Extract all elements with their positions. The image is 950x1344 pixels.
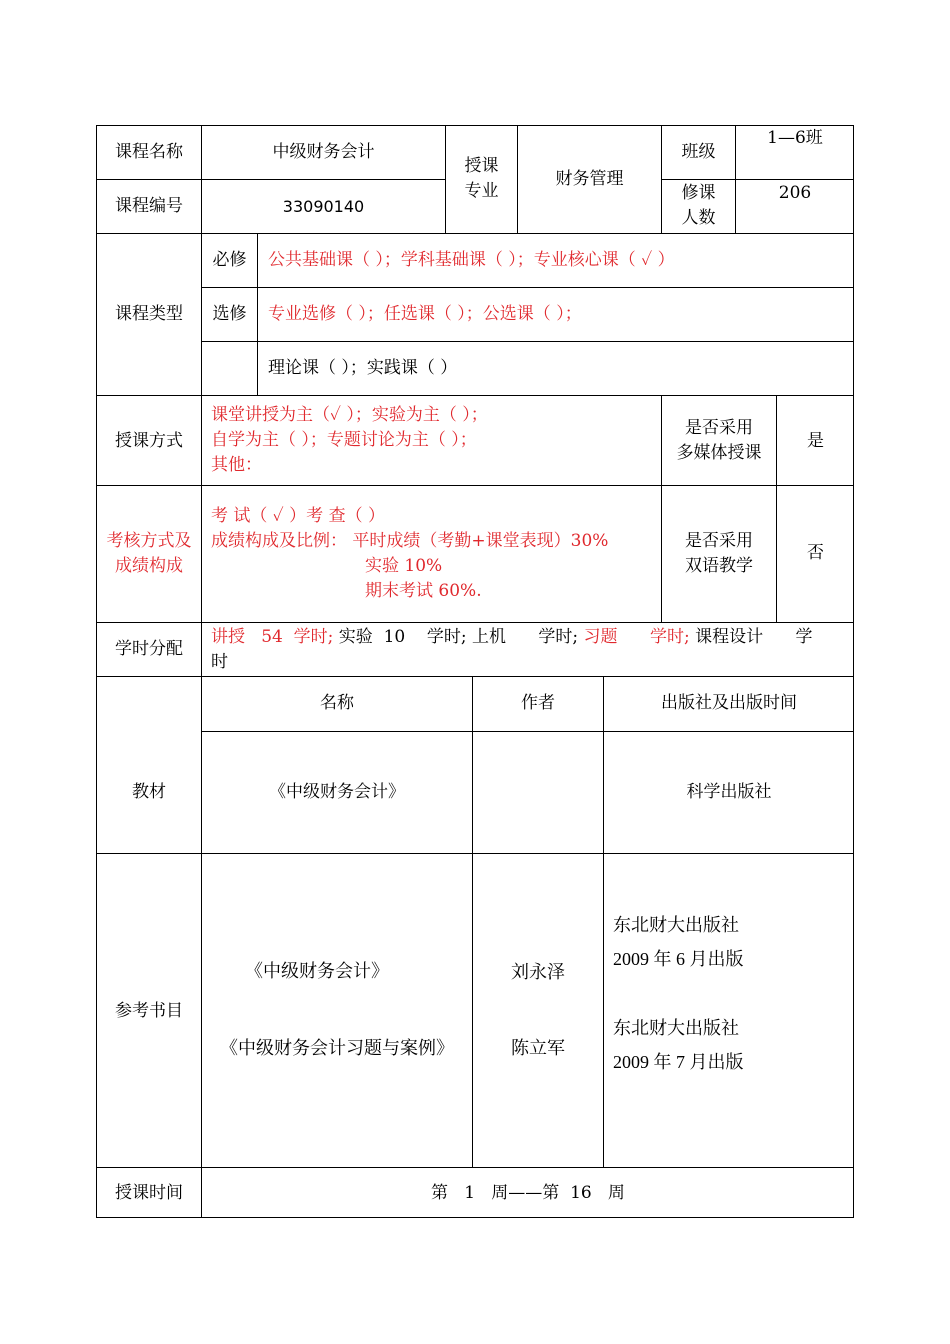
hours-lecture: 讲授 54 学时; — [211, 627, 334, 647]
row-divider — [96, 676, 854, 677]
hours-wrap: 时 — [211, 652, 228, 672]
required-options: 公共基础课（ ）；学科基础课（ ）；专业核心课（ ✓ ） — [268, 250, 675, 270]
required-label: 必修 — [212, 250, 247, 270]
multimedia-value: 是 — [807, 431, 824, 451]
hours-lab: 实验 10 学时; 上机 学时; — [333, 627, 579, 647]
reference-author-1: 刘永泽 — [511, 962, 565, 982]
reference-publisher-2-line1: 东北财大出版社 — [613, 1018, 739, 1038]
textbook-label: 教材 — [132, 782, 166, 802]
assessment-line4: 期末考试 60%. — [365, 581, 482, 601]
course-name-value: 中级财务会计 — [272, 142, 375, 162]
bilingual-label-line1: 是否采用 — [685, 531, 753, 551]
row-divider — [661, 179, 854, 180]
row-divider — [96, 395, 854, 396]
reference-book-2: 《中级财务会计习题与案例》 — [220, 1038, 454, 1058]
hours-exercise: 习题 学时; — [578, 627, 690, 647]
row-divider — [96, 622, 854, 623]
major-value: 财务管理 — [555, 169, 624, 189]
row-divider — [96, 179, 445, 180]
row-divider — [96, 233, 854, 234]
teaching-method-line2: 自学为主（ ）；专题讨论为主（ ）； — [211, 430, 477, 450]
multimedia-label-line2: 多媒体授课 — [676, 443, 762, 463]
major-label-line2: 专业 — [464, 181, 499, 201]
reference-publisher-1-line1: 东北财大出版社 — [613, 915, 739, 935]
reference-publisher-2-line2: 2009 年 7 月出版 — [613, 1052, 744, 1072]
column-divider — [257, 233, 258, 395]
textbook-publisher: 科学出版社 — [686, 782, 772, 802]
schedule-label: 授课时间 — [115, 1183, 183, 1203]
row-divider — [96, 1167, 854, 1168]
teaching-method-label: 授课方式 — [115, 431, 183, 451]
books-header-publisher: 出版社及出版时间 — [661, 693, 797, 713]
hours-label: 学时分配 — [115, 639, 183, 659]
elective-label: 选修 — [212, 304, 247, 324]
theory-practice-options: 理论课（ ）；实践课（ ） — [268, 358, 458, 378]
course-name-label: 课程名称 — [115, 142, 183, 162]
bilingual-value: 否 — [807, 543, 824, 563]
assessment-label-line1: 考核方式及 — [106, 531, 192, 551]
schedule-value: 第 1 周——第 16 周 — [431, 1183, 625, 1203]
class-label: 班级 — [681, 142, 716, 162]
reference-book-1: 《中级财务会计》 — [245, 961, 389, 981]
students-value: 206 — [778, 183, 812, 203]
assessment-line3: 实验 10% — [365, 556, 443, 576]
column-divider — [472, 676, 473, 1167]
row-divider — [96, 853, 854, 854]
column-divider — [603, 676, 604, 1167]
course-code-label: 课程编号 — [115, 196, 183, 216]
course-code-value: 33090140 — [282, 197, 365, 216]
hours-distribution — [211, 625, 813, 650]
reference-author-2: 陈立军 — [511, 1038, 565, 1058]
textbook-name: 《中级财务会计》 — [269, 782, 405, 802]
class-value: 1—6班 — [767, 128, 823, 148]
bilingual-label-line2: 双语教学 — [685, 556, 753, 576]
major-label-line1: 授课 — [464, 156, 499, 176]
elective-options: 专业选修（ ）；任选课（ ）；公选课（ ）； — [268, 304, 582, 324]
assessment-line1: 考 试（ ✓ ）考 查（ ） — [211, 506, 385, 526]
course-type-label: 课程类型 — [115, 304, 183, 324]
multimedia-label-line1: 是否采用 — [685, 418, 753, 438]
teaching-method-line3: 其他： — [211, 455, 262, 475]
row-divider — [201, 731, 854, 732]
books-header-author: 作者 — [521, 693, 555, 713]
row-divider — [201, 341, 854, 342]
reference-publisher-1-line2: 2009 年 6 月出版 — [613, 949, 744, 969]
row-divider — [201, 287, 854, 288]
students-label-line2: 人数 — [681, 208, 716, 228]
references-label: 参考书目 — [115, 1001, 183, 1021]
students-label-line1: 修课 — [681, 183, 716, 203]
assessment-line2: 成绩构成及比例： 平时成绩（考勤+课堂表现）30% — [211, 531, 609, 551]
assessment-label-line2: 成绩构成 — [115, 556, 183, 576]
row-divider — [96, 485, 854, 486]
hours-design: 课程设计 学 — [689, 627, 813, 647]
books-header-name: 名称 — [320, 693, 354, 713]
teaching-method-line1: 课堂讲授为主（✓ ）；实验为主（ ）； — [211, 405, 488, 425]
